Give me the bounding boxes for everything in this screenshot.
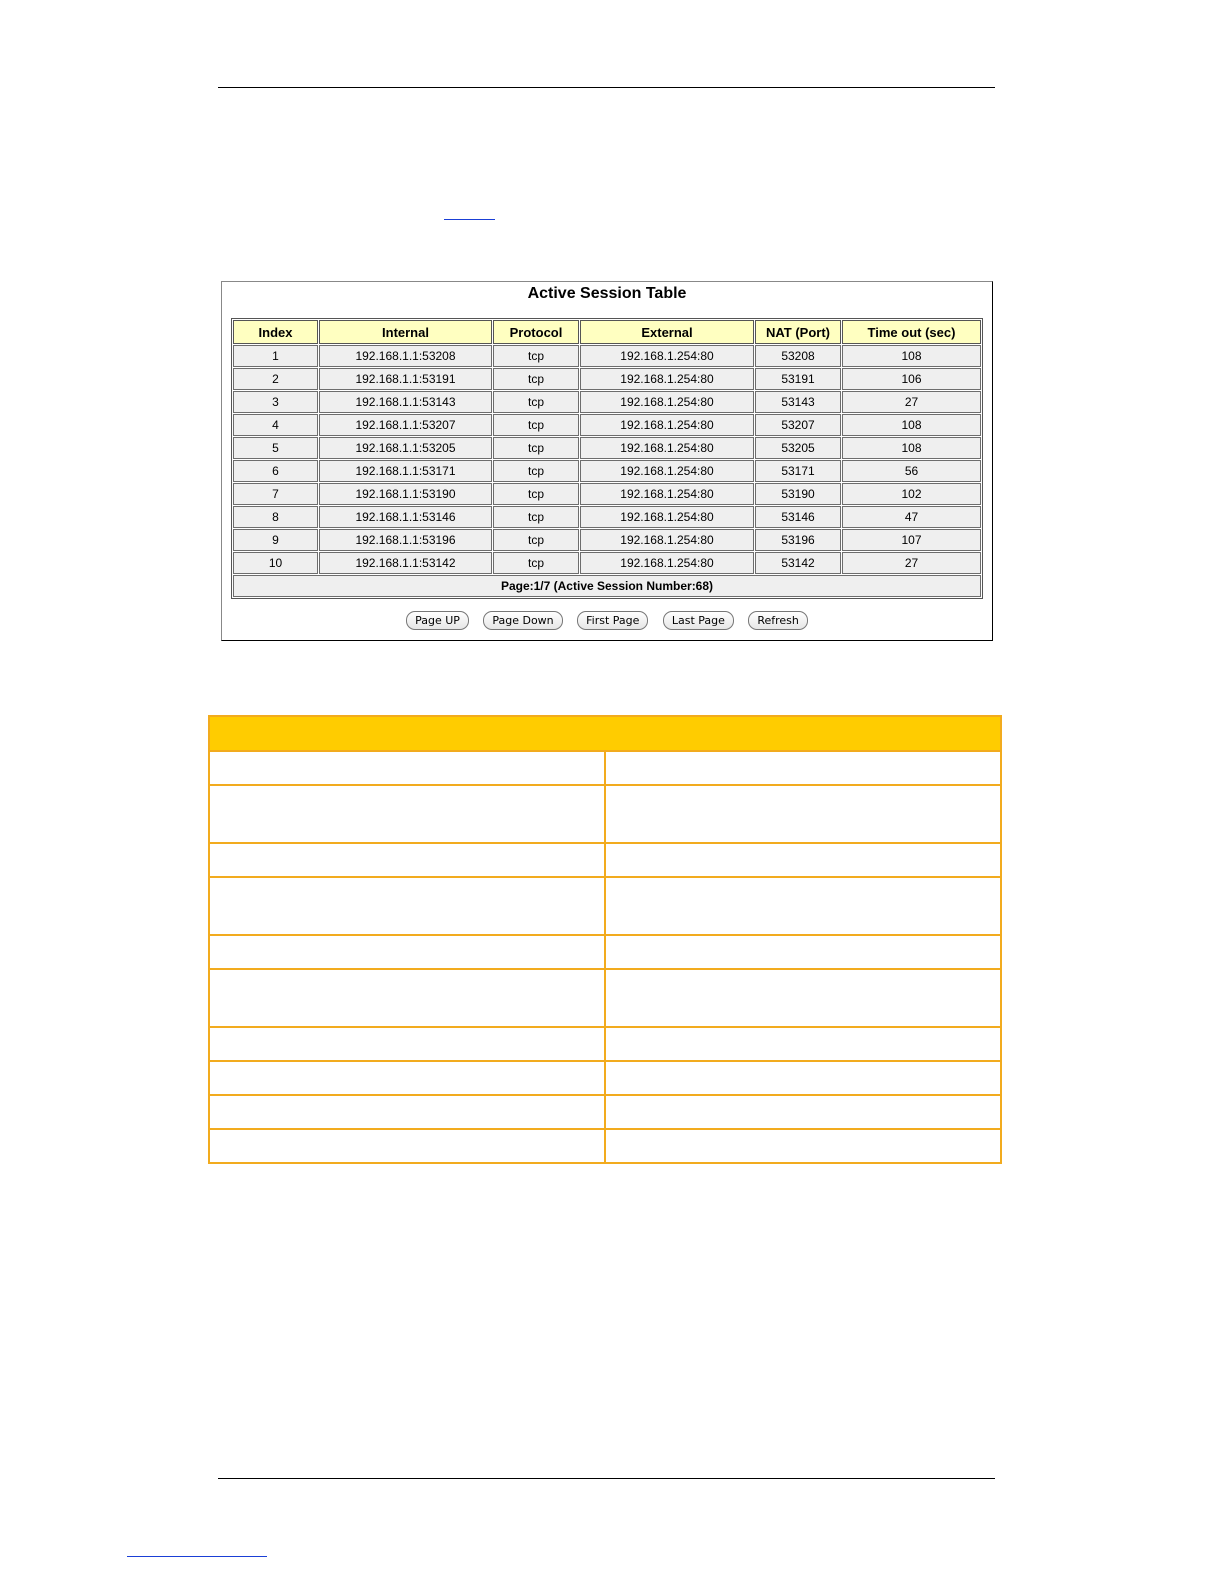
cell-timeout: 108: [842, 414, 981, 436]
cell-nat-port: 53146: [755, 506, 841, 528]
page-status: Page:1/7 (Active Session Number:68): [233, 575, 981, 597]
cell-external: 192.168.1.254:80: [580, 552, 754, 574]
table-header-row: [233, 320, 981, 344]
cell-nat-port: 53196: [755, 529, 841, 551]
header-rule: [218, 87, 995, 88]
cell-timeout: 108: [842, 345, 981, 367]
cell-index: 9: [233, 529, 318, 551]
cell-external: 192.168.1.254:80: [580, 506, 754, 528]
cell-external: 192.168.1.254:80: [580, 483, 754, 505]
first-page-button[interactable]: First Page: [577, 611, 648, 630]
cell-nat-port: 53171: [755, 460, 841, 482]
description-row: [209, 935, 1001, 969]
cell-timeout: 27: [842, 552, 981, 574]
page-up-button[interactable]: Page UP: [406, 611, 469, 630]
cell-nat-port: 53205: [755, 437, 841, 459]
refresh-button[interactable]: Refresh: [748, 611, 808, 630]
col-external: External: [580, 320, 754, 344]
table-row: [233, 460, 981, 482]
cell-internal: 192.168.1.1:53142: [319, 552, 492, 574]
cell-index: 2: [233, 368, 318, 390]
footer-rule: [218, 1478, 995, 1479]
hyperlink-underline[interactable]: [444, 219, 495, 220]
cell-external: 192.168.1.254:80: [580, 437, 754, 459]
cell-external: 192.168.1.254:80: [580, 368, 754, 390]
table-row: [233, 552, 981, 574]
cell-external: 192.168.1.254:80: [580, 460, 754, 482]
description-row: [209, 969, 1001, 1027]
description-row: [209, 877, 1001, 935]
cell-timeout: 108: [842, 437, 981, 459]
cell-index: 1: [233, 345, 318, 367]
pagination-buttons: [222, 611, 992, 630]
cell-protocol: tcp: [493, 460, 579, 482]
cell-timeout: 102: [842, 483, 981, 505]
cell-protocol: tcp: [493, 414, 579, 436]
cell-protocol: tcp: [493, 506, 579, 528]
cell-internal: 192.168.1.1:53207: [319, 414, 492, 436]
cell-timeout: 107: [842, 529, 981, 551]
cell-timeout: 106: [842, 368, 981, 390]
col-protocol: Protocol: [493, 320, 579, 344]
cell-external: 192.168.1.254:80: [580, 414, 754, 436]
cell-nat-port: 53191: [755, 368, 841, 390]
table-row: [233, 414, 981, 436]
cell-index: 3: [233, 391, 318, 413]
active-session-table: [232, 319, 982, 598]
cell-protocol: tcp: [493, 483, 579, 505]
page-down-button[interactable]: Page Down: [483, 611, 562, 630]
cell-protocol: tcp: [493, 368, 579, 390]
cell-nat-port: 53143: [755, 391, 841, 413]
description-row: [209, 785, 1001, 843]
cell-internal: 192.168.1.1:53190: [319, 483, 492, 505]
cell-internal: 192.168.1.1:53191: [319, 368, 492, 390]
cell-protocol: tcp: [493, 437, 579, 459]
cell-external: 192.168.1.254:80: [580, 529, 754, 551]
session-table-screenshot: [221, 281, 993, 641]
cell-index: 6: [233, 460, 318, 482]
cell-internal: 192.168.1.1:53146: [319, 506, 492, 528]
cell-nat-port: 53207: [755, 414, 841, 436]
cell-internal: 192.168.1.1:53196: [319, 529, 492, 551]
cell-internal: 192.168.1.1:53171: [319, 460, 492, 482]
cell-internal: 192.168.1.1:53208: [319, 345, 492, 367]
session-table-title: Active Session Table: [527, 285, 687, 302]
description-row: [209, 1095, 1001, 1129]
table-row: [233, 345, 981, 367]
description-row: [209, 751, 1001, 785]
table-row: [233, 483, 981, 505]
cell-timeout: 56: [842, 460, 981, 482]
cell-protocol: tcp: [493, 391, 579, 413]
cell-index: 4: [233, 414, 318, 436]
cell-protocol: tcp: [493, 529, 579, 551]
cell-nat-port: 53190: [755, 483, 841, 505]
cell-protocol: tcp: [493, 552, 579, 574]
cell-nat-port: 53208: [755, 345, 841, 367]
description-row: [209, 1129, 1001, 1163]
table-row: [233, 506, 981, 528]
cell-external: 192.168.1.254:80: [580, 391, 754, 413]
table-row: [233, 529, 981, 551]
cell-protocol: tcp: [493, 345, 579, 367]
description-row: [209, 1027, 1001, 1061]
table-row: [233, 391, 981, 413]
cell-index: 5: [233, 437, 318, 459]
description-table: [208, 715, 1002, 1164]
cell-index: 8: [233, 506, 318, 528]
description-row: [209, 843, 1001, 877]
cell-index: 10: [233, 552, 318, 574]
cell-external: 192.168.1.254:80: [580, 345, 754, 367]
footer-link-underline[interactable]: [127, 1556, 267, 1557]
description-header-row: [209, 716, 1001, 751]
col-timeout: Time out (sec): [842, 320, 981, 344]
table-row: [233, 437, 981, 459]
cell-timeout: 27: [842, 391, 981, 413]
col-nat-port: NAT (Port): [755, 320, 841, 344]
col-internal: Internal: [319, 320, 492, 344]
description-row: [209, 1061, 1001, 1095]
last-page-button[interactable]: Last Page: [663, 611, 734, 630]
cell-timeout: 47: [842, 506, 981, 528]
col-index: Index: [233, 320, 318, 344]
cell-internal: 192.168.1.1:53205: [319, 437, 492, 459]
cell-index: 7: [233, 483, 318, 505]
table-row: [233, 368, 981, 390]
table-footer-row: [233, 575, 981, 597]
cell-internal: 192.168.1.1:53143: [319, 391, 492, 413]
cell-nat-port: 53142: [755, 552, 841, 574]
